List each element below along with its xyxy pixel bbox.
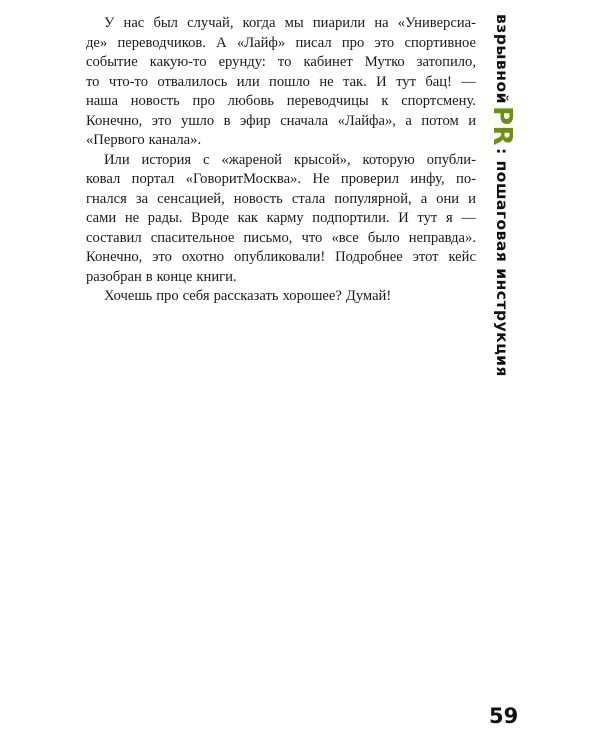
paragraph — [86, 287, 476, 307]
text-line: Или история с «жареной крысой», которую опубли- — [104, 151, 476, 168]
running-title-part1: взрывной — [493, 14, 511, 104]
text-line: составил спасительное письмо, что «все было неправда». — [86, 229, 476, 246]
running-title-part2: : пошаговая инструкция — [493, 148, 511, 378]
text-line: ковал портал «ГоворитМосква». Не проверил инфу, по- — [86, 171, 476, 187]
text-line: гнался за сенсацией, новость стала популярной, а они и — [86, 190, 476, 207]
text-line: сами не рады. Вроде как карму подпортили. И тут я — — [86, 210, 476, 226]
text-line: Конечно, это охотно опубликовали! Подробнее этот кейс — [86, 249, 476, 265]
text-line: Хочешь про себя рассказать хорошее? Думай! — [104, 288, 392, 304]
running-title-pr: PR — [487, 105, 517, 147]
text-line: «Первого канала». — [86, 132, 202, 148]
paragraph — [86, 14, 476, 151]
running-title — [487, 14, 517, 378]
text-line: наша новость про любовь переводчицы к спортсмену. — [86, 93, 476, 109]
page-number: 59 — [489, 704, 519, 728]
text-line: разобран в конце книги. — [86, 268, 237, 285]
body-text — [86, 14, 476, 307]
text-line: Конечно, это ушло в эфир сначала «Лайфа», а потом и — [86, 112, 476, 129]
text-line: У нас был случай, когда мы пиарили на «Универсиа- — [104, 15, 476, 31]
text-line: то что-то отвалилось или пошло не так. И тут бац! — — [86, 73, 476, 90]
text-line: де» переводчиков. А «Лайф» писал про это спортивное — [86, 34, 476, 51]
paragraph — [86, 151, 476, 288]
text-line: событие какую-то ерунду: то кабинет Мутко затопило, — [86, 54, 476, 70]
